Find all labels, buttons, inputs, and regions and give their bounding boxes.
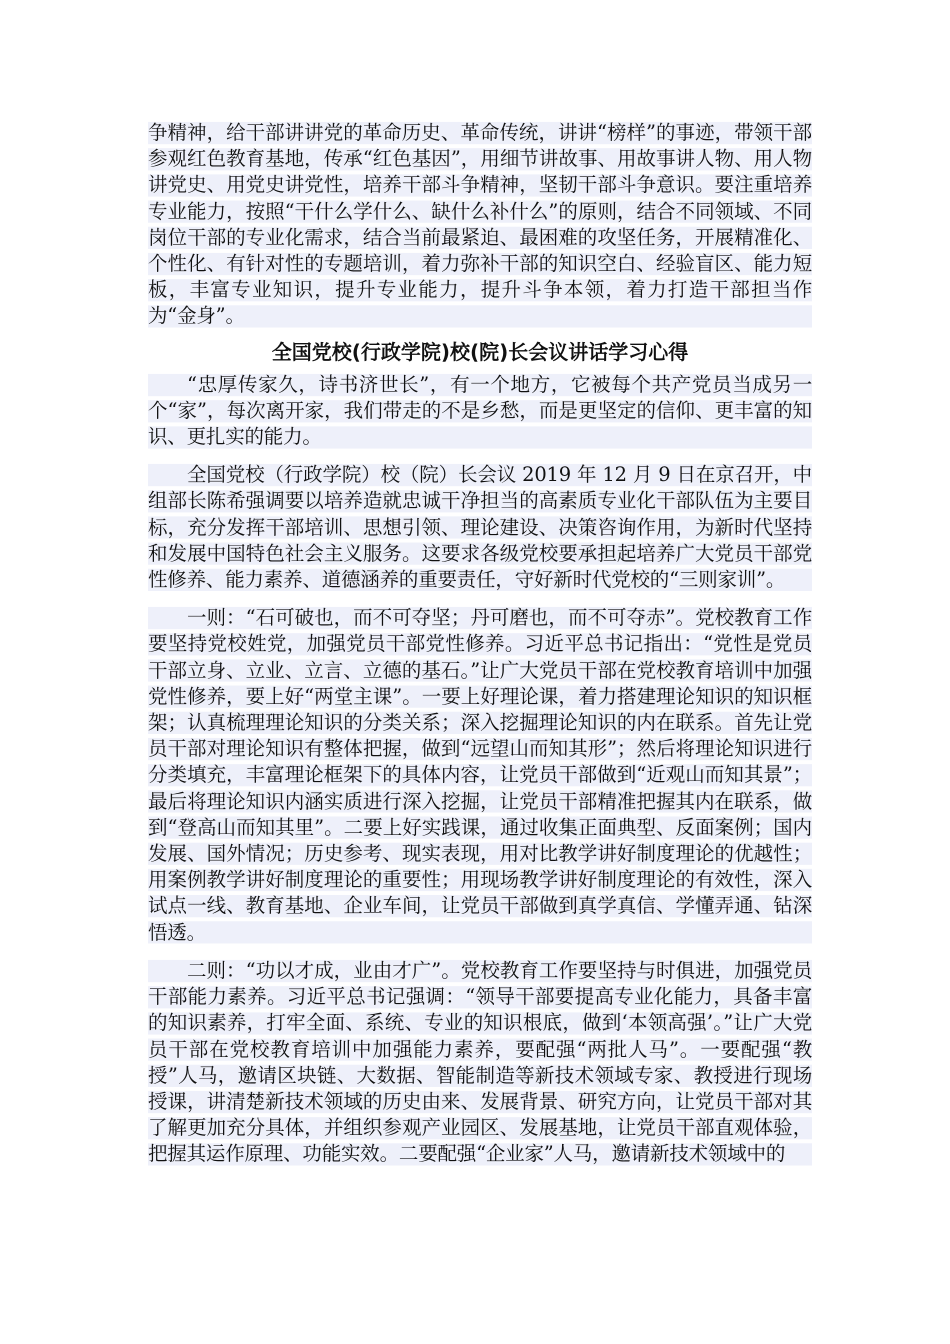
- paragraph-gap: [148, 593, 812, 605]
- paragraph-gap: [148, 450, 812, 462]
- paragraph-gap: [148, 946, 812, 958]
- paragraph-intro: “忠厚传家久，诗书济世长”，有一个地方，它被每个共产党员当成另一个“家”，每次离开家，我们带走的不是乡愁，而是更坚定的信仰、更丰富的知识、更扎实的能力。: [148, 372, 812, 451]
- paragraph-rule-one: 一则：“石可破也，而不可夺坚；丹可磨也，而不可夺赤”。党校教育工作要坚持党校姓党，加强党员干部党性修养。习近平总书记指出：“党性是党员干部立身、立业、立言、立德的基石。”让广大党员干部在党校教育培训中加强党性修养，要上好“两堂主课”。一要上好理论课，着力搭建理论知识的知识框架；认真梳理理论知识的分类关系；深入挖掘理论知识的内在联系。首先让党员干部对理论知识有整体把握，做到“远望山而知其形”；然后将理论知识进行分类填充，丰富理论框架下的具体内容，让党员干部做到“近观山而知其景”；最后将理论知识内涵实质进行深入挖掘，让党员干部精准把握其内在联系，做到“登高山而知其里”。二要上好实践课，通过收集正面典型、反面案例；国内发展、国外情况；历史参考、现实表现，用对比教学讲好制度理论的优越性；用案例教学讲好制度理论的重要性；用现场教学讲好制度理论的有效性，深入试点一线、教育基地、企业车间，让党员干部做到真学真信、学懂弄通、钻深悟透。: [148, 605, 812, 946]
- paragraph-rule-two: 二则：“功以才成，业由才广”。党校教育工作要坚持与时俱进，加强党员干部能力素养。习近平总书记强调：“领导干部要提高专业化能力，具备丰富的知识素养，打牢全面、系统、专业的知识根底，做到‘本领高强’。”让广大党员干部在党校教育培训中加强能力素养，要配强“两批人马”。一要配强“教授”人马，邀请区块链、大数据、智能制造等新技术领域专家、教授进行现场授课，讲清楚新技术领域的历史由来、发展背景、研究方向，让党员干部对其了解更加充分具体，并组织参观产业园区、发展基地，让党员干部直观体验，把握其运作原理、功能实效。二要配强“企业家”人马，邀请新技术领域中的: [148, 958, 812, 1168]
- paragraph-continued: 争精神，给干部讲讲党的革命历史、革命传统，讲讲“榜样”的事迹，带领干部参观红色教育基地，传承“红色基因”，用细节讲故事、用故事讲人物、用人物讲党史、用党史讲党性，培养干部斗争精神，坚韧干部斗争意识。要注重培养专业能力，按照“干什么学什么、缺什么补什么”的原则，结合不同领域、不同岗位干部的专业化需求，结合当前最紧迫、最困难的攻坚任务，开展精准化、个性化、有针对性的专题培训，着力弥补干部的知识空白、经验盲区、能力短板，丰富专业知识，提升专业能力，提升斗争本领，着力打造干部担当作为“金身”。: [148, 120, 812, 330]
- document-page: [148, 120, 812, 1168]
- section-heading: 全国党校(行政学院)校(院)长会议讲话学习心得: [271, 339, 689, 364]
- paragraph-meeting: 全国党校（行政学院）校（院）长会议 2019 年 12 月 9 日在京召开，中组部长陈希强调要以培养造就忠诚干净担当的高素质专业化干部队伍为主要目标，充分发挥干部培训、思想引领、理论建设、决策咨询作用，为新时代坚持和发展中国特色社会主义服务。这要求各级党校要承担起培养广大党员干部党性修养、能力素养、道德涵养的重要责任，守好新时代党校的“三则家训”。: [148, 462, 812, 593]
